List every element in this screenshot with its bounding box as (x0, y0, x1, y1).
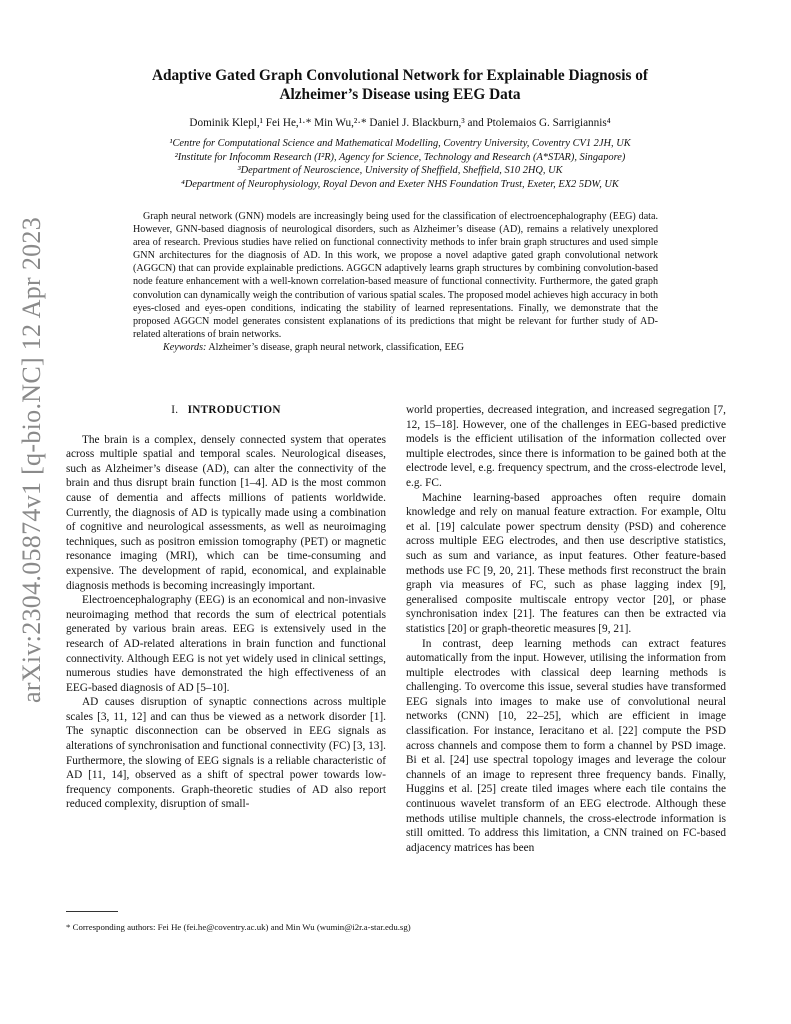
arxiv-identifier-stamp (12, 216, 52, 704)
abstract-text: Graph neural network (GNN) models are increasingly being used for the classification of electroencephalography (EEG) data. However, GNN-based diagnosis of neurological disorders, such as Alzheimer’s disease (AD), remains a relatively unexplored area of research. Previous studies have relied on functional connectivity methods to infer brain graph structures and used simple GNN architectures for the diagnosis of AD. In this work, we propose a novel adaptive gated graph convolutional network (AGGCN) that can provide explainable predictions. AGGCN adaptively learns graph structures by combining convolution-based node feature enhancement with a well-known correlation-based measure of functional connectivity. Furthermore, the gated graph convolution can dynamically weigh the contribution of various spatial scales. The proposed model achieves high accuracy in both eyes-closed and eyes-open conditions, indicating the stability of learned representations. Finally, we demonstrate that the proposed AGGCN model generates consistent explanations of its predictions that might be relevant for further study of AD-related alterations of brain networks. (133, 211, 658, 340)
section-number: I. (171, 404, 179, 416)
affiliation-1: ¹Centre for Computational Science and Mathematical Modelling, Coventry University, Coventry CV1 2JH, UK (169, 138, 631, 149)
affiliation-2: ²Institute for Infocomm Research (I²R), Agency for Science, Technology and Research (A*STAR), Singapore) (174, 151, 626, 163)
section-heading (66, 403, 386, 418)
intro-paragraph-3: AD causes disruption of synaptic connections across multiple scales [3, 11, 12] and can thus be viewed as a network disorder [1]. The synaptic disconnection can be observed in EEG signals as alterations of synchronisation and functional connectivity (FC) [3, 13]. Furthermore, the slowing of EEG signals is a reliable characteristic of AD [11, 14], observed as a shift of spectral power towards low-frequency components. Graph-theoretic studies of AD also report reduced complexity, disruption of small- (66, 696, 387, 811)
affiliation-3: ³Department of Neuroscience, University of Sheffield, Sheffield, S10 2HQ, UK (237, 165, 563, 176)
footnote-divider (66, 911, 118, 912)
intro-paragraph-6: In contrast, deep learning methods can extract features automatically from the input. However, utilising the information from multiple electrodes with classical deep learning methods is challenging. To overcome this issue, several studies have transformed EEG signals into images to make use of convolutional neural networks (CNN) [10, 22–25], which are efficient in image classification. For instance, Ieracitano et al. [22] compute the PSD across channels and compose them to form a channel by PSD image. Bi et al. [24] use spectral topology images and leverage the colour channels of an image to represent three frequency bands. Finally, Huggins et al. [25] create tiled images where each tile contains the continuous wavelet transform of an EEG electrode. Although these methods utilise multiple channels, the cross-electrode information is still omitted. To address this limitation, a CNN trained on FC-based adjacency matrices has been (406, 637, 726, 854)
intro-paragraph-1: The brain is a complex, densely connected system that operates across multiple spatial and temporal scales. Neurological diseases, such as Alzheimer’s disease (AD), can alter the connectivity of the brain and thus disrupt brain function [1–4]. AD is the most common cause of dementia and affects millions of patients worldwide. Currently, the diagnosis of AD is typically made using a combination of cognitive and neurological assessments, as well as neuroimaging techniques, such as positron emission tomography (PET) or magnetic resonance imaging (MRI), which can be time-consuming and expensive. The development of rapid, economical, and explainable diagnosis methods is becoming increasingly important. (66, 433, 386, 592)
paper-title (100, 66, 700, 104)
author-list: Dominik Klepl,¹ Fei He,¹·* Min Wu,²·* Daniel J. Blackburn,³ and Ptolemaios G. Sarrigiannis⁴ (189, 117, 611, 129)
title-line-2: Alzheimer’s Disease using EEG Data (279, 86, 521, 103)
title-line-1: Adaptive Gated Graph Convolutional Network for Explainable Diagnosis of (151, 67, 649, 84)
right-column (406, 403, 726, 855)
section-title: INTRODUCTION (187, 404, 281, 416)
arxiv-id-text: arXiv:2304.05874v1 [q-bio.NC] 12 Apr 2023 (17, 216, 46, 704)
left-column (66, 403, 386, 812)
affiliation-4: ⁴Department of Neurophysiology, Royal Devon and Exeter NHS Foundation Trust, Exeter, EX2 5DW, UK (181, 178, 619, 190)
keywords-line (133, 341, 658, 354)
abstract-block (133, 210, 658, 354)
intro-paragraph-4: world properties, decreased integration, and increased segregation [7, 12, 15–18]. However, one of the challenges in EEG-based predictive models is the efficient utilisation of the information collected over multiple electrodes, since there is information to be gained both at the electrode level, e.g. frequency spectrum, and the cross-electrode level, e.g. FC. (406, 404, 726, 489)
intro-paragraph-5: Machine learning-based approaches often require domain knowledge and rely on manual feature extraction. For example, Oltu et al. [19] calculate power spectrum density (PSD) and coherence across multiple EEG electrodes, and then use descriptive statistics, such as sum and variance, as input features. Other feature-based methods use FC [9, 20, 21]. These methods first reconstruct the brain graph via measures of FC, such as phase lagging index [9], generalised composite multiscale entropy vector [20], or phase synchronisation index [21]. The features can then be extracted via statistics [20] or graph-theoretic measures [9, 21]. (406, 491, 726, 635)
intro-paragraph-2: Electroencephalography (EEG) is an economical and non-invasive neuroimaging method that records the sum of electrical potentials generated by various brain areas. EEG is extensively used in the research of AD-related alterations in brain function and functional connectivity. Although EEG is not yet widely used in clinical settings, numerous studies have demonstrated the high effectiveness of an EEG-based diagnosis of AD [5–10]. (66, 594, 386, 694)
corresponding-author-footnote: * Corresponding authors: Fei He (fei.he@coventry.ac.uk) and Min Wu (wumin@i2r.a-star.edu.sg) (66, 922, 411, 932)
keywords-label: Keywords: (163, 341, 207, 353)
keywords-text: Alzheimer’s disease, graph neural network, classification, EEG (208, 341, 465, 353)
affiliations (60, 137, 740, 191)
